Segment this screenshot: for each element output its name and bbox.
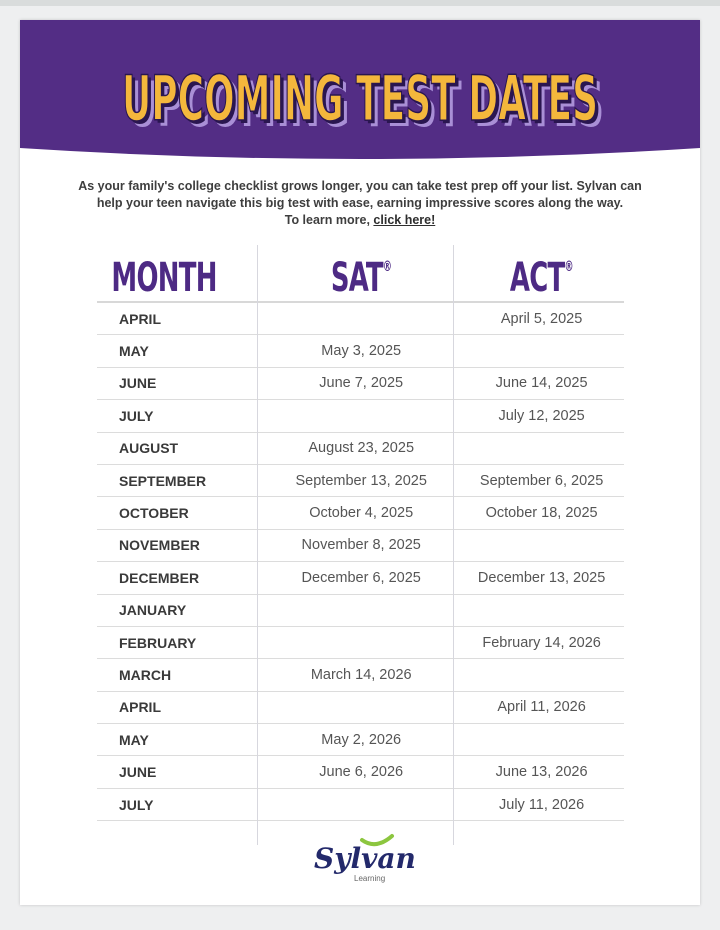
month-cell: JULY: [97, 400, 263, 432]
column-divider: [453, 245, 454, 845]
month-cell: OCTOBER: [97, 497, 263, 529]
sat-date-cell: [263, 400, 459, 432]
act-date-cell: June 14, 2025: [459, 367, 624, 399]
banner-title: UPCOMING TEST DATES: [122, 62, 598, 135]
learn-more-line: [20, 212, 700, 229]
month-cell: JUNE: [97, 756, 263, 788]
month-cell: JULY: [97, 788, 263, 820]
table-row: [97, 497, 624, 529]
month-cell: DECEMBER: [97, 562, 263, 594]
table-row: [97, 691, 624, 723]
click-here-link[interactable]: click here!: [373, 213, 436, 227]
sat-date-cell: September 13, 2025: [263, 464, 459, 496]
logo-subtext: Learning: [354, 874, 386, 883]
sat-date-cell: [263, 788, 459, 820]
table-row: [97, 400, 624, 432]
sat-date-cell: October 4, 2025: [263, 497, 459, 529]
header-act: ACT®: [482, 245, 601, 302]
sat-date-cell: November 8, 2025: [263, 529, 459, 561]
act-date-cell: June 13, 2026: [459, 756, 624, 788]
intro-line-1: As your family's college checklist grows longer, you can take test prep off your list. Sylvan can: [78, 179, 642, 193]
act-date-cell: April 5, 2025: [459, 302, 624, 335]
month-cell: NOVEMBER: [97, 529, 263, 561]
test-dates-table: [97, 245, 624, 821]
table-row: [97, 432, 624, 464]
month-cell: MAY: [97, 335, 263, 367]
banner-title-shadow: UPCOMING TEST DATES: [128, 68, 604, 141]
header-month: MONTH: [97, 245, 217, 302]
table-row: [97, 626, 624, 658]
table-row: [97, 464, 624, 496]
table-row: [97, 302, 624, 335]
table-row: [97, 659, 624, 691]
sat-date-cell: June 6, 2026: [263, 756, 459, 788]
month-cell: FEBRUARY: [97, 626, 263, 658]
registered-mark: ®: [564, 259, 574, 275]
act-date-cell: [459, 594, 624, 626]
top-strip: [0, 0, 720, 6]
act-date-cell: July 11, 2026: [459, 788, 624, 820]
table-row: [97, 529, 624, 561]
table-row: [97, 562, 624, 594]
title-banner: [20, 20, 700, 165]
act-date-cell: October 18, 2025: [459, 497, 624, 529]
sat-date-cell: May 2, 2026: [263, 724, 459, 756]
act-date-cell: [459, 335, 624, 367]
banner-graphic: [20, 20, 700, 165]
month-cell: JUNE: [97, 367, 263, 399]
sat-date-cell: [263, 302, 459, 335]
table-row: [97, 335, 624, 367]
sat-date-cell: [263, 594, 459, 626]
act-date-cell: [459, 529, 624, 561]
table-header-row: [97, 245, 624, 302]
month-cell: MAY: [97, 724, 263, 756]
month-cell: MARCH: [97, 659, 263, 691]
intro-text: [20, 178, 700, 229]
sat-date-cell: [263, 626, 459, 658]
act-date-cell: April 11, 2026: [459, 691, 624, 723]
month-cell: APRIL: [97, 302, 263, 335]
table-row: [97, 756, 624, 788]
table-row: [97, 788, 624, 820]
registered-mark: ®: [383, 259, 392, 275]
month-cell: SEPTEMBER: [97, 464, 263, 496]
table-body: [97, 302, 624, 821]
logo-wordmark: Sylvan: [314, 842, 416, 875]
sat-date-cell: December 6, 2025: [263, 562, 459, 594]
month-cell: APRIL: [97, 691, 263, 723]
act-date-cell: [459, 659, 624, 691]
act-date-cell: July 12, 2025: [459, 400, 624, 432]
table-row: [97, 724, 624, 756]
act-date-cell: December 13, 2025: [459, 562, 624, 594]
header-sat: SAT®: [291, 245, 432, 302]
test-dates-table-wrap: [97, 245, 624, 821]
table-row: [97, 367, 624, 399]
intro-line-2: help your teen navigate this big test with ease, earning impressive scores along the way.: [96, 196, 624, 210]
month-cell: JANUARY: [97, 594, 263, 626]
sat-date-cell: June 7, 2025: [263, 367, 459, 399]
act-date-cell: February 14, 2026: [459, 626, 624, 658]
flyer-card: [20, 20, 700, 905]
learn-more-prefix: To learn more,: [284, 213, 374, 227]
sat-date-cell: March 14, 2026: [263, 659, 459, 691]
sylvan-logo: [300, 832, 420, 892]
sat-date-cell: [263, 691, 459, 723]
month-cell: AUGUST: [97, 432, 263, 464]
act-date-cell: September 6, 2025: [459, 464, 624, 496]
sat-date-cell: May 3, 2025: [263, 335, 459, 367]
table-row: [97, 594, 624, 626]
act-date-cell: [459, 724, 624, 756]
column-divider: [257, 245, 258, 845]
act-date-cell: [459, 432, 624, 464]
sat-date-cell: August 23, 2025: [263, 432, 459, 464]
banner-title-outline: UPCOMING TEST DATES: [125, 65, 601, 138]
